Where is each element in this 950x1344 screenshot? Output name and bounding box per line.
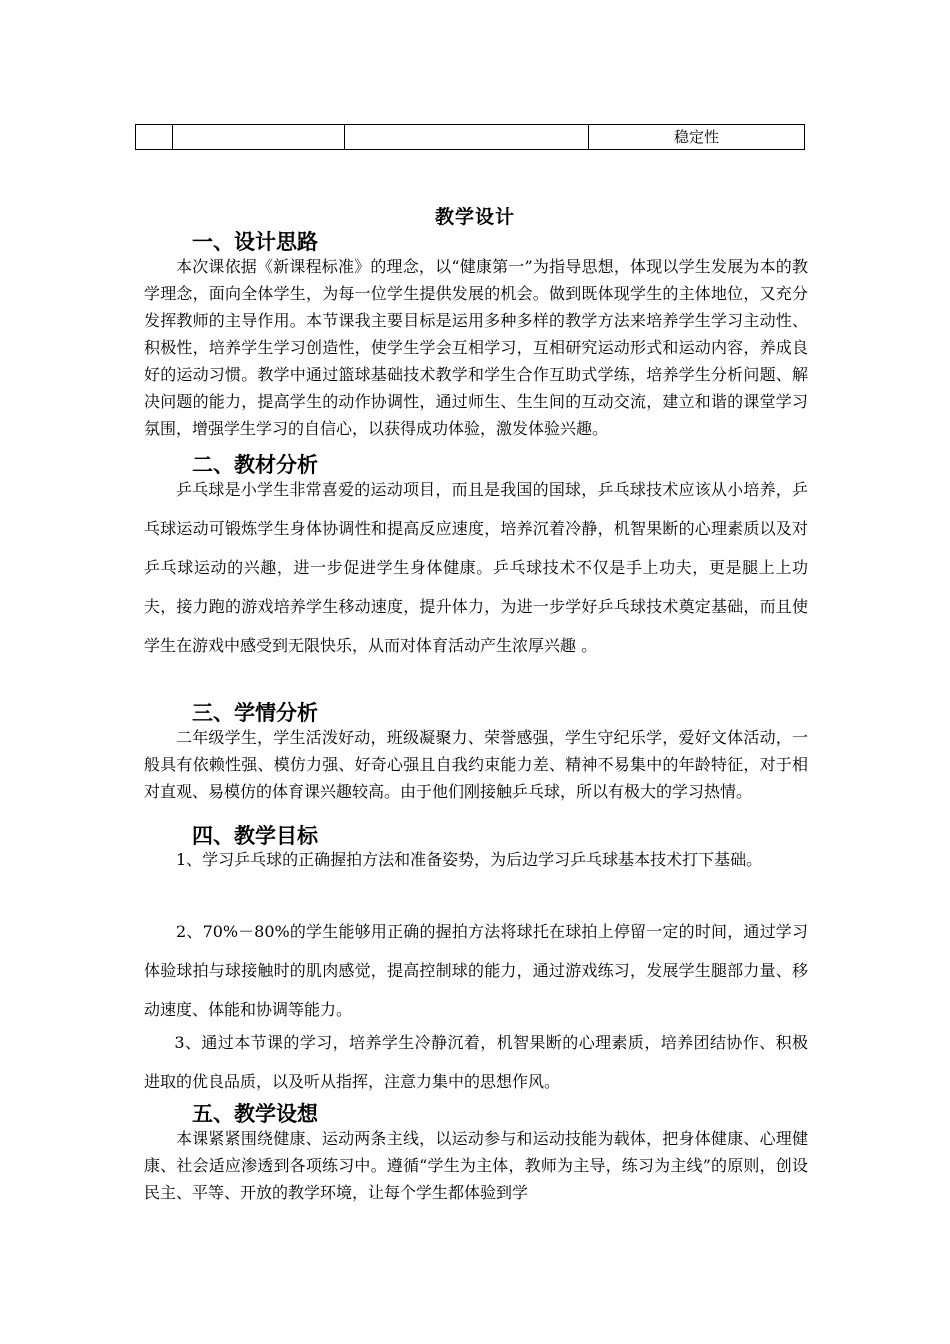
paragraph-material-analysis: 乒乓球是小学生非常喜爱的运动项目，而且是我国的国球，乒乓球技术应该从小培养，乒乓球运动可锻炼学生身体协调性和提高反应速度，培养沉着冷静，机智果断的心理素质以及对乒乓球运动的兴趣，进一步促进学生身体健康。乒乓球技术不仅是手上功夫，更是腿上上功夫，接力跑的游戏培养学生移动速度，提升体力，为进一步学好乒乓球技术奠定基础，而且使学生在游戏中感受到无限快乐，从而对体育活动产生浓厚兴趣 。 <box>144 480 808 655</box>
table-cell <box>345 125 589 150</box>
section-heading-design-idea: 一、设计思路 <box>192 229 318 254</box>
paragraph-design-idea: 本次课依据《新课程标准》的理念，以“健康第一”为指导思想，体现以学生发展为本的教学理念，面向全体学生，为每一位学生提供发展的机会。做到既体现学生的主体地位，又充分发挥教师的主导作用。本节课我主要目标是运用多种多样的教学方法来培养学生学习主动性、积极性，培养学生学习创造性，使学生学会互相学习，互相研究运动形式和运动内容，养成良好的运动习惯。教学中通过篮球基础技术教学和学生合作互助式学练，培养学生分析问题、解决问题的能力，提高学生的动作协调性，通过师生、生生间的互动交流，建立和谐的课堂学习氛围，增强学生学习的自信心，以获得成功体验，激发体验兴趣。 <box>144 257 808 438</box>
document-title: 教学设计 <box>434 206 515 228</box>
section-heading-material-analysis: 二、教材分析 <box>192 452 318 477</box>
table-cell <box>136 125 173 150</box>
paragraph-goal-2: 2、70%－80%的学生能够用正确的握拍方法将球托在球拍上停留一定的时间，通过学习体验球拍与球接触时的肌肉感觉，提高控制球的能力，通过游戏练习，发展学生腿部力量、移动速度、体能和协调等能力。 <box>144 922 808 1019</box>
table-row <box>136 125 805 150</box>
paragraph-goal-3: 3、通过本节课的学习，培养学生冷静沉着，机智果断的心理素质，培养团结协作、积极进取的优良品质，以及听从指挥，注意力集中的思想作风。 <box>144 1033 808 1091</box>
table-fragment <box>135 124 805 150</box>
section-heading-teaching-goals: 四、教学目标 <box>192 823 318 848</box>
section-heading-student-analysis: 三、学情分析 <box>192 700 318 725</box>
table-cell: 稳定性 <box>589 125 805 150</box>
table-cell <box>173 125 345 150</box>
section-heading-teaching-concept: 五、教学设想 <box>192 1101 318 1126</box>
paragraph-goal-1: 1、学习乒乓球的正确握拍方法和准备姿势，为后边学习乒乓球基本技术打下基础。 <box>176 850 763 869</box>
paragraph-student-analysis: 二年级学生，学生活泼好动，班级凝聚力、荣誉感强，学生守纪乐学，爱好文体活动，一般具有依赖性强、模仿力强、好奇心强且自我约束能力差、精神不易集中的年龄特征，对于相对直观、易模仿的体育课兴趣较高。由于他们刚接触乒乓球，所以有极大的学习热情。 <box>144 728 808 801</box>
paragraph-teaching-concept: 本课紧紧围绕健康、运动两条主线，以运动参与和运动技能为载体，把身体健康、心理健康、社会适应渗透到各项练习中。遵循“学生为主体，教师为主导，练习为主线”的原则，创设民主、平等、开放的教学环境，让每个学生都体验到学 <box>144 1129 808 1202</box>
